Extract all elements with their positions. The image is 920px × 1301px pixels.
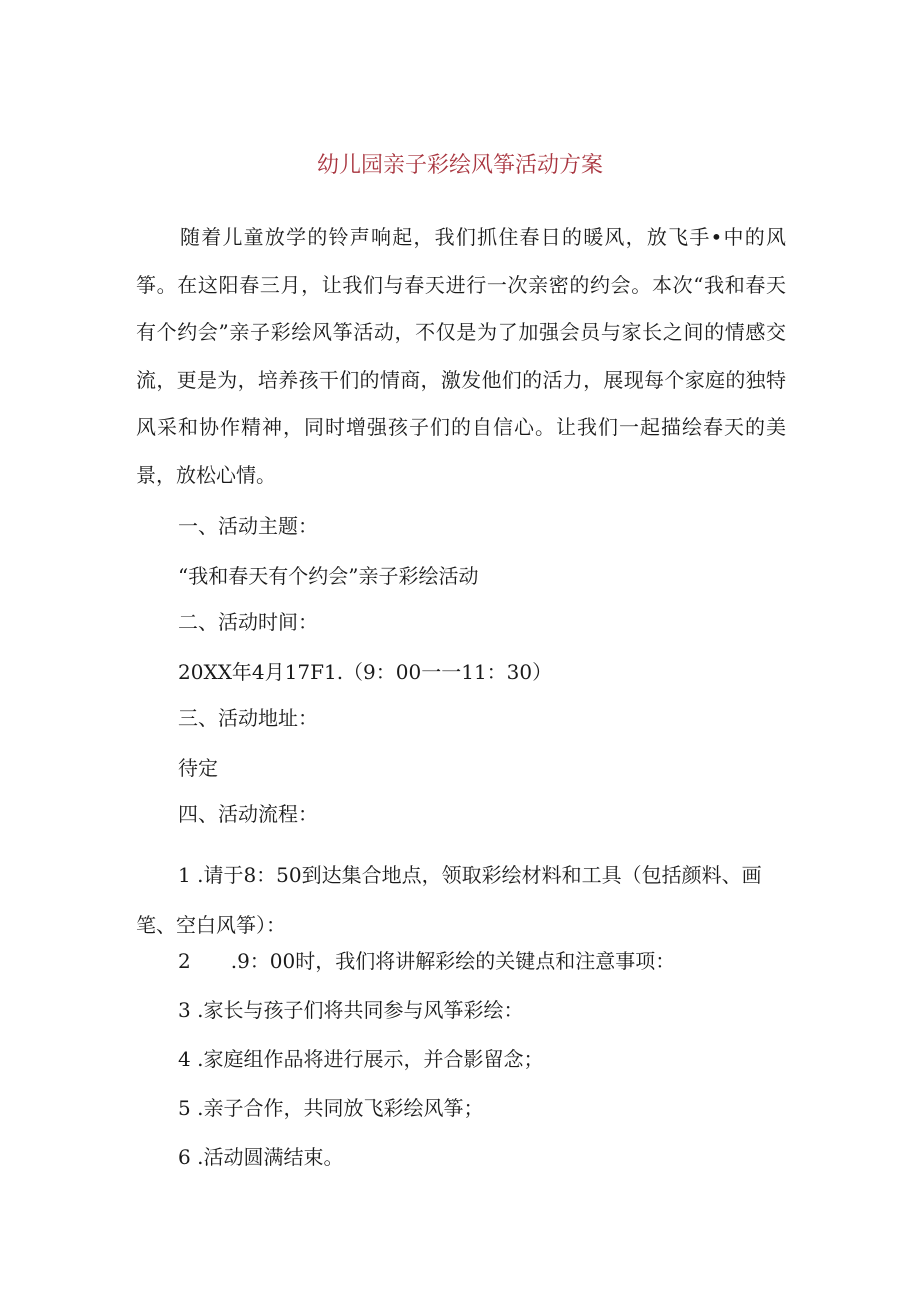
section-heading-process: 四、活动流程： — [178, 802, 318, 826]
section-content-location: 待定 — [178, 756, 218, 780]
section-heading-theme: 一、活动主题： — [178, 514, 318, 538]
section-content-theme: “我和春天有个约会”亲子彩绘活动 — [178, 564, 479, 588]
process-step-3: 3 .家长与孩子们将共同参与风筝彩绘： — [178, 998, 524, 1022]
process-step-2: 2 .9：00时，我们将讲解彩绘的关键点和注意事项： — [178, 949, 676, 973]
section-heading-time: 二、活动时间： — [178, 610, 318, 634]
intro-paragraph: 随着儿童放学的铃声响起，我们抓住春日的暖风，放飞手•中的风筝。在这阳春三月，让我们与春天进行一次亲密的约会。本次“我和春天有个约会”亲子彩绘风筝活动，不仅是为了加强会员与家长之间的情感交流，更是为，培养孩干们的情商，激发他们的活力，展现每个家庭的独特风采和协作精神，同时增强孩子们的自信心。让我们一起描绘春天的美景，放松心情。 — [136, 225, 786, 487]
process-step-6: 6 .活动圆满结束。 — [178, 1145, 344, 1169]
process-step-1: 1 .请于8：50到达集合地点，领取彩绘材料和工具（包括颜料、画笔、空白风筝）： — [136, 863, 762, 937]
process-step-4: 4 .家庭组作品将进行展示，并合影留念； — [178, 1047, 544, 1071]
section-heading-location: 三、活动地址： — [178, 706, 318, 730]
process-step-5: 5 .亲子合作，共同放飞彩绘风筝； — [178, 1096, 484, 1120]
document-title: 幼儿园亲子彩绘风筝活动方案 — [316, 153, 603, 178]
section-content-time: 20XX年4月17F1.（9：00一一11：30） — [178, 660, 553, 684]
